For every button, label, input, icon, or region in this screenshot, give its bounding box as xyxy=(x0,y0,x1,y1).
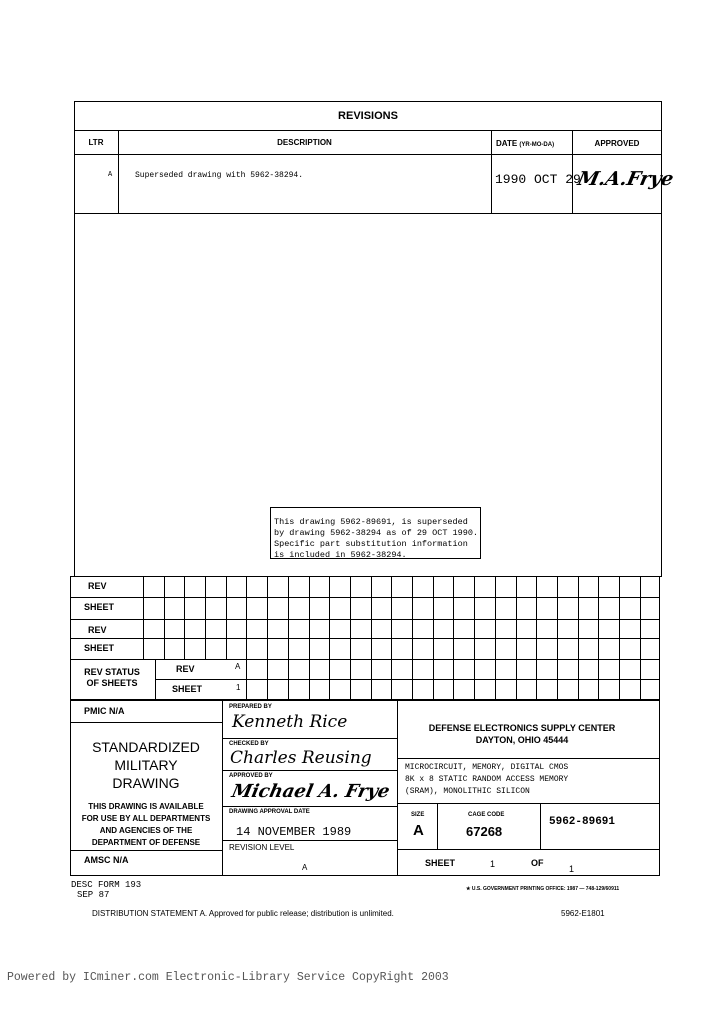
grid-column-line xyxy=(557,576,558,659)
grid-column-line xyxy=(267,576,268,659)
rev-label: REV xyxy=(88,581,107,591)
of-value: 1 xyxy=(569,864,575,874)
grid-column-line xyxy=(433,659,434,700)
availability-line: DEPARTMENT OF DEFENSE xyxy=(91,838,201,847)
revision-ltr: A xyxy=(108,171,113,179)
grid-column-line xyxy=(433,576,434,659)
grid-column-line xyxy=(184,576,185,659)
amsc-label: AMSC N/A xyxy=(84,855,129,865)
status-rev-value: A xyxy=(235,662,241,671)
availability-line: FOR USE BY ALL DEPARTMENTS xyxy=(81,814,211,823)
description-line: (SRAM), MONOLITHIC SILICON xyxy=(405,787,530,796)
revision-description: Superseded drawing with 5962-38294. xyxy=(135,171,304,180)
grid-column-line xyxy=(598,576,599,659)
grid-column-line xyxy=(288,659,289,700)
col-approved: APPROVED xyxy=(594,139,640,148)
pmic-label: PMIC N/A xyxy=(84,706,125,716)
grid-column-line xyxy=(371,659,372,700)
grid-column-line xyxy=(267,659,268,700)
agency xyxy=(397,722,647,746)
revision-level: A xyxy=(302,863,308,872)
grid-column-line xyxy=(391,659,392,700)
sheet-label: SHEET xyxy=(425,858,456,868)
grid-column-line xyxy=(578,659,579,700)
grid-column-line xyxy=(536,576,537,659)
grid-column-line xyxy=(164,576,165,659)
grid-column-line xyxy=(329,576,330,659)
cage-value: 67268 xyxy=(466,824,503,839)
checked-signature: Charles Reusing xyxy=(230,748,372,768)
prepared-by-label: PREPARED BY xyxy=(229,704,272,710)
drawing-description xyxy=(405,762,568,798)
distribution-statement: DISTRIBUTION STATEMENT A. Approved for public release; distribution is unlimited. xyxy=(92,909,394,918)
col-description: DESCRIPTION xyxy=(277,138,332,147)
grid-column-line xyxy=(391,576,392,659)
cage-label: CAGE CODE xyxy=(468,812,505,818)
rev-status-label xyxy=(72,667,152,689)
form-number xyxy=(71,880,141,900)
approval-date: 14 NOVEMBER 1989 xyxy=(236,825,352,839)
std-title-line: DRAWING xyxy=(112,775,180,791)
gpo-note: ★ U.S. GOVERNMENT PRINTING OFFICE: 1987 — 748-129/60911 xyxy=(466,886,620,892)
standardized-military-drawing xyxy=(70,738,222,792)
col-date xyxy=(496,139,554,148)
status-sheet-value: 1 xyxy=(236,683,241,692)
note-line: This drawing 5962-89691, is superseded xyxy=(274,517,468,527)
powered-by-notice: Powered by ICminer.com Electronic-Library Service CopyRight 2003 xyxy=(7,971,449,984)
grid-column-line xyxy=(205,576,206,659)
std-title-line: STANDARDIZED xyxy=(92,739,200,755)
agency-location: DAYTON, OHIO 45444 xyxy=(475,735,569,745)
grid-column-line xyxy=(453,659,454,700)
form-line: DESC FORM 193 xyxy=(71,880,142,890)
grid-column-line xyxy=(619,576,620,659)
status-rev-label: REV xyxy=(176,664,195,674)
note-line: by drawing 5962-38294 as of 29 OCT 1990. xyxy=(274,528,479,538)
grid-column-line xyxy=(495,576,496,659)
approval-date-label: DRAWING APPROVAL DATE xyxy=(229,809,310,815)
rev-status-line: REV STATUS xyxy=(84,667,140,677)
agency-name: DEFENSE ELECTRONICS SUPPLY CENTER xyxy=(428,723,616,733)
drawing-number: 5962-89691 xyxy=(549,816,616,828)
grid-column-line xyxy=(350,659,351,700)
rev-status-line: OF SHEETS xyxy=(86,678,138,688)
grid-column-line xyxy=(453,576,454,659)
revision-approved-signature: M.A.Frye xyxy=(575,168,676,190)
size-label: SIZE xyxy=(411,812,425,818)
col-date-label: DATE xyxy=(496,139,518,148)
grid-column-line xyxy=(516,659,517,700)
col-ltr: LTR xyxy=(88,138,104,147)
size-value: A xyxy=(413,822,424,839)
revision-date: 1990 OCT 29 xyxy=(495,172,581,187)
grid-column-line xyxy=(143,576,144,659)
grid-column-line xyxy=(412,576,413,659)
grid-column-line xyxy=(474,576,475,659)
grid-column-line xyxy=(495,659,496,700)
of-label: OF xyxy=(531,858,544,868)
availability-line: AND AGENCIES OF THE xyxy=(99,826,193,835)
grid-column-line xyxy=(619,659,620,700)
sheet-value: 1 xyxy=(490,859,496,869)
grid-column-line xyxy=(557,659,558,700)
availability-line: THIS DRAWING IS AVAILABLE xyxy=(88,802,204,811)
grid-column-line xyxy=(412,659,413,700)
grid-column-line xyxy=(474,659,475,700)
supersede-note xyxy=(270,507,481,559)
note-line: Specific part substitution information xyxy=(274,539,468,549)
grid-column-line xyxy=(226,576,227,659)
grid-column-line xyxy=(288,576,289,659)
grid-column-line xyxy=(640,576,641,659)
grid-column-line xyxy=(640,659,641,700)
grid-column-line xyxy=(329,659,330,700)
grid-column-line xyxy=(371,576,372,659)
description-line: 8K x 8 STATIC RANDOM ACCESS MEMORY xyxy=(405,775,569,784)
approved-signature: Michael A. Frye xyxy=(229,781,392,802)
grid-column-line xyxy=(309,659,310,700)
grid-column-line xyxy=(516,576,517,659)
grid-column-line xyxy=(309,576,310,659)
revisions-title: REVISIONS xyxy=(338,110,398,122)
approved-by-label: APPROVED BY xyxy=(229,773,273,779)
grid-column-line xyxy=(246,576,247,659)
grid-column-line xyxy=(536,659,537,700)
col-date-format: (YR-MO-DA) xyxy=(519,142,555,148)
std-title-line: MILITARY xyxy=(114,757,178,773)
revision-level-label: REVISION LEVEL xyxy=(229,843,295,852)
grid-column-line xyxy=(350,576,351,659)
form-line: SEP 87 xyxy=(77,890,110,900)
document-code: 5962-E1801 xyxy=(561,909,605,918)
checked-by-label: CHECKED BY xyxy=(229,741,269,747)
status-sheet-label: SHEET xyxy=(172,684,203,694)
note-line: is included in 5962-38294. xyxy=(274,550,407,560)
availability-note xyxy=(70,801,222,849)
prepared-signature: Kenneth Rice xyxy=(232,712,348,732)
grid-column-line xyxy=(598,659,599,700)
rev-label: REV xyxy=(88,625,107,635)
description-line: MICROCIRCUIT, MEMORY, DIGITAL CMOS xyxy=(405,763,569,772)
grid-column-line xyxy=(578,576,579,659)
sheet-label: SHEET xyxy=(84,643,115,653)
sheet-label: SHEET xyxy=(84,602,115,612)
grid-column-line xyxy=(246,659,247,700)
